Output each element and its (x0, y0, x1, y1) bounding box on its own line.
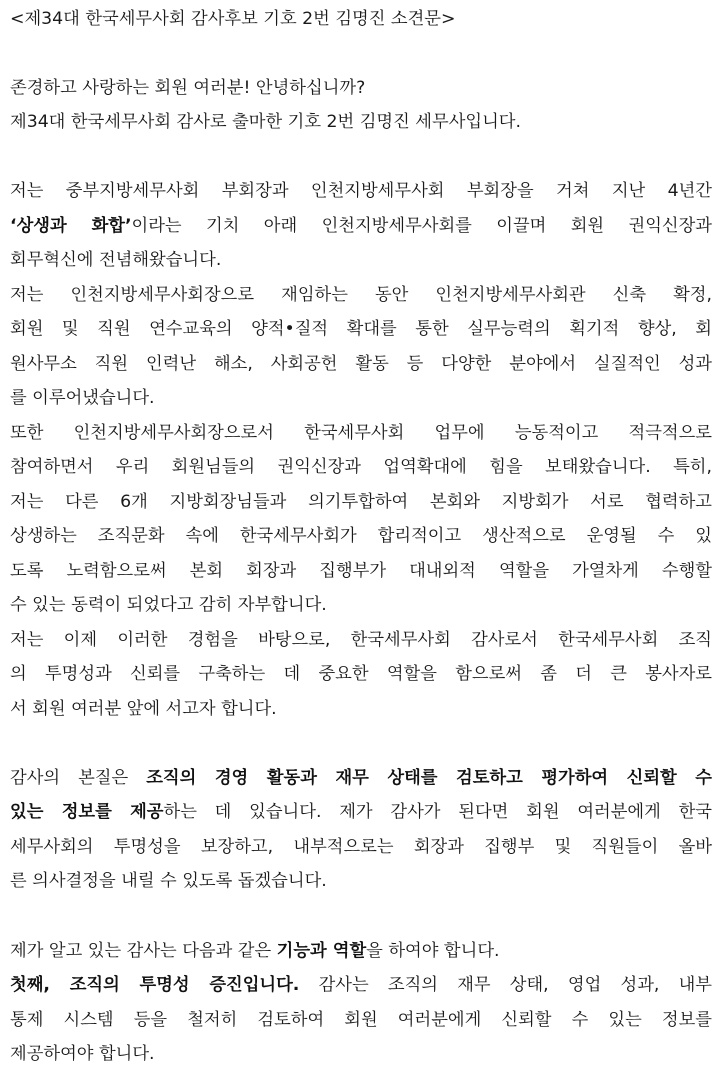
emphasis-function-role: 기능과 역할 (276, 941, 367, 961)
paragraph-2-line-2: 회원 및 직원 연수교육의 양적•질적 확대를 통한 실무능력의 획기적 향상, 회 (10, 319, 712, 339)
introduction-line: 제34대 한국세무사회 감사로 출마한 기호 2번 김명진 세무사입니다. (10, 112, 521, 132)
paragraph-5-line-1 (10, 761, 712, 795)
paragraph-1-line-2-text: 이라는 기치 아래 인천지방세무사회를 이끌며 회원 권익신장과 (131, 216, 712, 236)
paragraph-6-line-3: 통제 시스템 등을 철저히 검토하여 회원 여러분에게 신뢰할 수 있는 정보를 (10, 1010, 712, 1030)
paragraph-6-line-1 (10, 934, 712, 968)
paragraph-3-line-6: 수 있는 동력이 되었다고 감히 자부합니다. (10, 595, 327, 615)
paragraph-5-line-1-text: 감사의 본질은 (10, 768, 147, 788)
paragraph-1-line-2 (10, 209, 712, 243)
paragraph-3-line-1: 또한 인천지방세무사회장으로서 한국세무사회 업무에 능동적이고 적극적으로 (10, 423, 712, 443)
paragraph-1-line-1: 저는 중부지방세무사회 부회장과 인천지방세무사회 부회장을 거쳐 지난 4년간 (10, 181, 712, 201)
paragraph-3-line-3: 저는 다른 6개 지방회장님들과 의기투합하여 본회와 지방회가 서로 협력하고 (10, 492, 712, 512)
emphasis-audit-definition: 조직의 경영 활동과 재무 상태를 검토하고 평가하여 신뢰할 수 (146, 768, 712, 788)
paragraph-3-line-4: 상생하는 조직문화 속에 한국세무사회가 합리적이고 생산적으로 운영될 수 있 (10, 526, 712, 546)
paragraph-1-line-3: 회무혁신에 전념해왔습니다. (10, 250, 222, 270)
paragraph-4-line-2: 의 투명성과 신뢰를 구축하는 데 중요한 역할을 함으로써 좀 더 큰 봉사자로 (10, 664, 712, 684)
paragraph-4-line-1: 저는 이제 이러한 경험을 바탕으로, 한국세무사회 감사로서 한국세무사회 조직 (10, 630, 712, 650)
emphasis-slogan: ‘상생과 화합’ (10, 216, 132, 236)
greeting-line: 존경하고 사랑하는 회원 여러분! 안녕하십니까? (10, 78, 366, 98)
paragraph-5-line-2 (10, 795, 712, 829)
paragraph-2-line-1: 저는 인천지방세무사회장으로 재임하는 동안 인천지방세무사회관 신축 확정, (10, 285, 712, 305)
paragraph-2-line-4: 를 이루어냈습니다. (10, 388, 155, 408)
emphasis-first-point: 첫째, 조직의 투명성 증진입니다. (10, 975, 300, 995)
paragraph-2-line-3: 원사무소 직원 인력난 해소, 사회공헌 활동 등 다양한 분야에서 실질적인 성과 (10, 354, 712, 374)
paragraph-6-line-4: 제공하여야 합니다. (10, 1044, 155, 1064)
paragraph-3-line-5: 도록 노력함으로써 본회 회장과 집행부가 대내외적 역할을 가열차게 수행할 (10, 561, 712, 581)
emphasis-audit-definition-end: 있는 정보를 제공 (10, 802, 164, 822)
paragraph-6-line-1-end: 을 하여야 합니다. (366, 941, 500, 961)
paragraph-4-line-3: 서 회원 여러분 앞에 서고자 합니다. (10, 699, 277, 719)
document-title: <제34대 한국세무사회 감사후보 기호 2번 김명진 소견문> (10, 9, 456, 29)
paragraph-6-line-2 (10, 968, 712, 1002)
paragraph-5-line-2-text: 하는 데 있습니다. 제가 감사가 된다면 회원 여러분에게 한국 (163, 802, 712, 822)
paragraph-5-line-4: 른 의사결정을 내릴 수 있도록 돕겠습니다. (10, 871, 327, 891)
paragraph-6-line-2-text: 감사는 조직의 재무 상태, 영업 성과, 내부 (299, 975, 712, 995)
paragraph-5-line-3: 세무사회의 투명성을 보장하고, 내부적으로는 회장과 집행부 및 직원들이 올바 (10, 837, 712, 857)
paragraph-6-line-1-text: 제가 알고 있는 감사는 다음과 같은 (10, 941, 277, 961)
paragraph-3-line-2: 참여하면서 우리 회원님들의 권익신장과 업역확대에 힘을 보태왔습니다. 특히, (10, 457, 712, 477)
